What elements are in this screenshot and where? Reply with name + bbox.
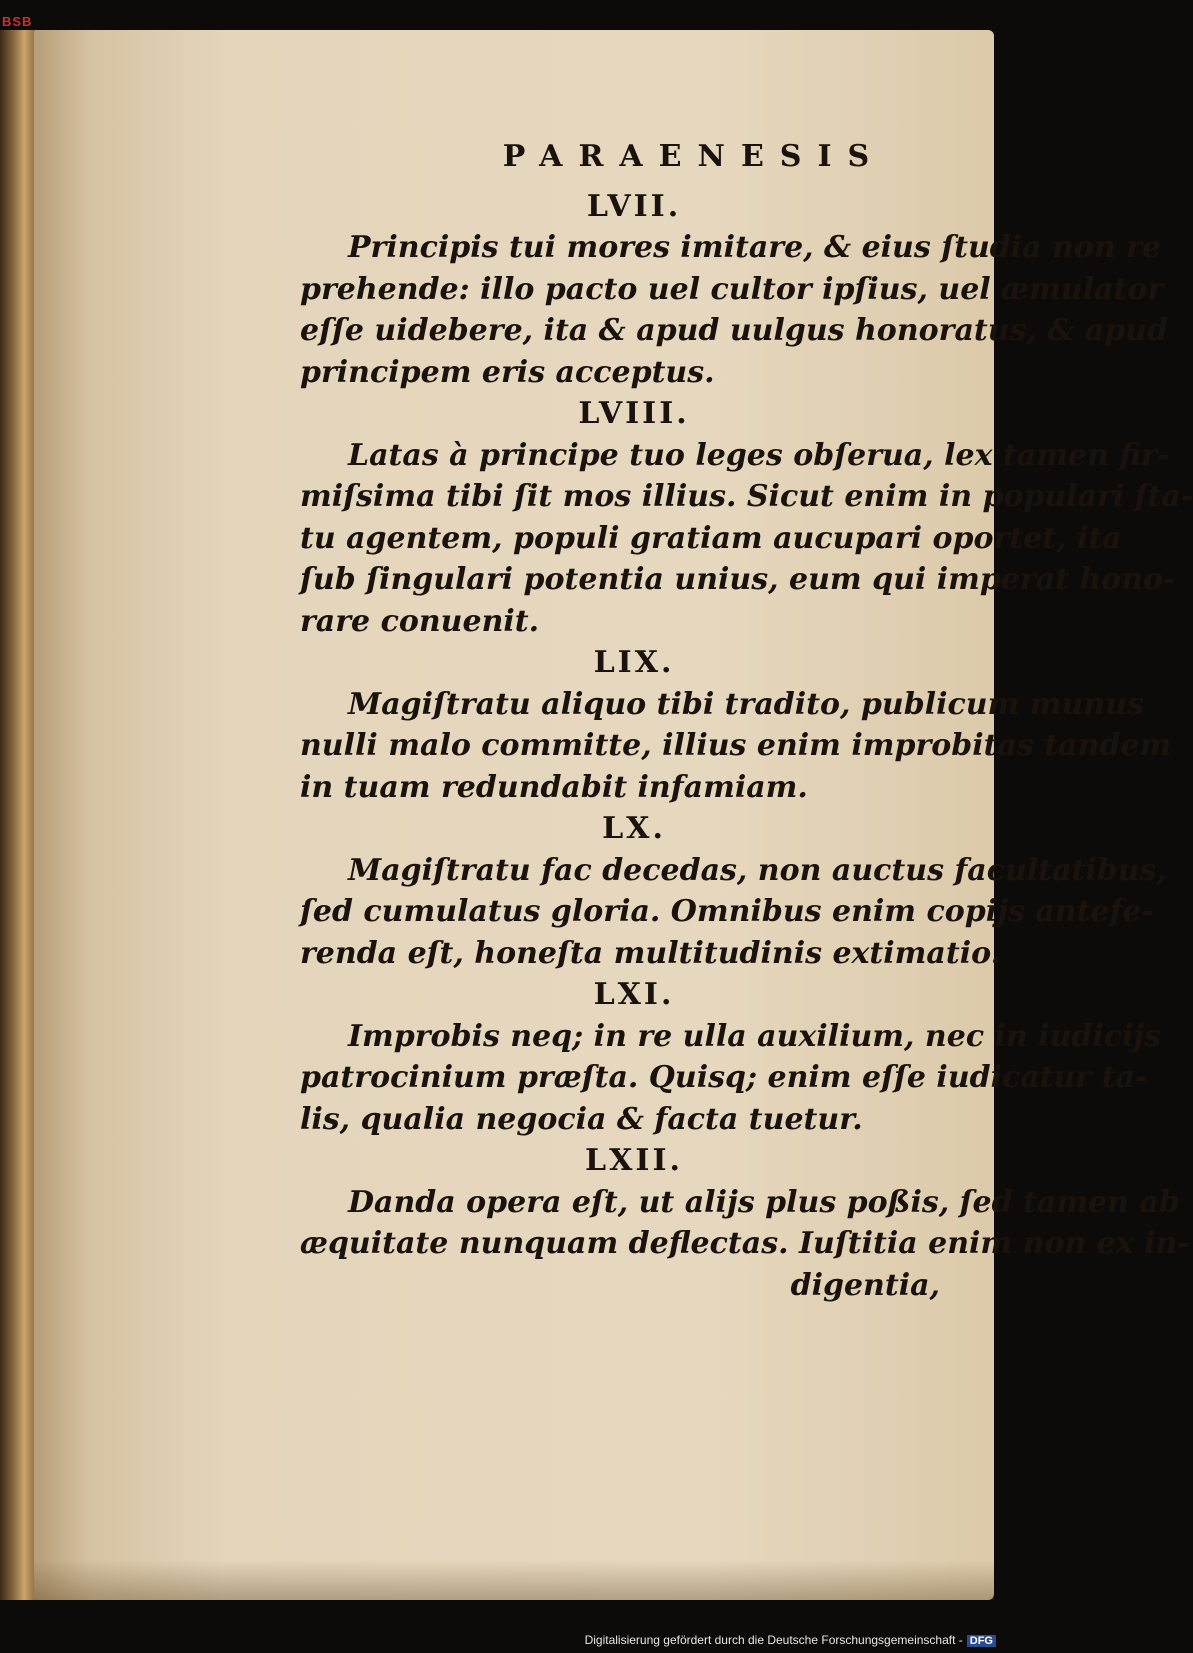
section-number: LVIII. [578,396,690,431]
section-text [300,227,1169,393]
text-line: eſſe uidebere, ita & apud uulgus honoratus, & apud [300,313,1169,348]
section-58 [300,393,1193,642]
section-number: LX. [602,811,666,846]
section-text [300,1016,1162,1141]
text-line: æquitate nunquam deflectas. Iuſtitia enim non ex in- [300,1226,1190,1261]
footer-text: Digitalisierung gefördert durch die Deutsche Forschungsgemeinschaft - [584,1633,963,1647]
text-line: principem eris acceptus. [300,354,715,390]
text-line: lis, qualia negocia & facta tuetur. [300,1101,863,1137]
section-number: LXI. [593,977,675,1012]
section-60 [300,808,1167,974]
text-line: rare conuenit. [300,603,540,639]
section-number: LVII. [586,188,682,224]
text-line: Principis tui mores imitare, & eius ſtudia non re [348,230,1162,265]
text-line: in tuam redundabit infamiam. [300,769,808,805]
section-number: LIX. [593,645,675,680]
bsb-logo: BSB [2,14,33,29]
text-line: ſub ſingulari potentia unius, eum qui imperat hono- [300,562,1176,597]
text-line: ſed cumulatus gloria. Omnibus enim copijs antefe- [300,894,1154,929]
catchword: digentia, [790,1267,940,1303]
page-text [300,100,1193,1306]
section-57 [300,186,1169,394]
section-text [300,1182,1190,1265]
section-text [300,850,1167,975]
section-61 [300,974,1162,1140]
section-text [300,684,1172,809]
text-line: prehende: illo pacto uel cultor ipſius, uel æmulator [300,271,1164,307]
text-line: Danda opera eſt, ut alijs plus poßis, ſed tamen ab [348,1184,1180,1220]
text-line: Magiſtratu fac decedas, non auctus facultatibus, [348,852,1167,888]
dfg-logo: DFG [967,1635,996,1647]
text-line: patrocinium præſta. Quisq; enim eſſe iudicatur ta- [300,1060,1148,1095]
section-number: LXII. [585,1143,683,1178]
text-line: Latas à principe tuo leges obſerua, lex tamen fir- [348,437,1170,473]
text-line: nulli malo committe, illius enim improbitas tandem [300,728,1172,763]
text-line: Magiſtratu aliquo tibi tradito, publicum munus [348,686,1144,722]
section-62 [300,1140,1190,1265]
digitization-footer [585,1633,996,1647]
text-line: tu agentem, populi gratiam aucupari oportet, ita [300,520,1122,556]
text-line: renda eſt, honeſta multitudinis extimatio. [300,935,1002,971]
running-head: PARAENESIS [502,139,886,174]
text-line: miſsima tibi ſit mos illius. Sicut enim in populari ſta- [300,479,1193,514]
section-text [300,435,1193,643]
section-59 [300,642,1172,808]
text-line: Improbis neq; in re ulla auxilium, nec in iudicijs [348,1018,1162,1054]
